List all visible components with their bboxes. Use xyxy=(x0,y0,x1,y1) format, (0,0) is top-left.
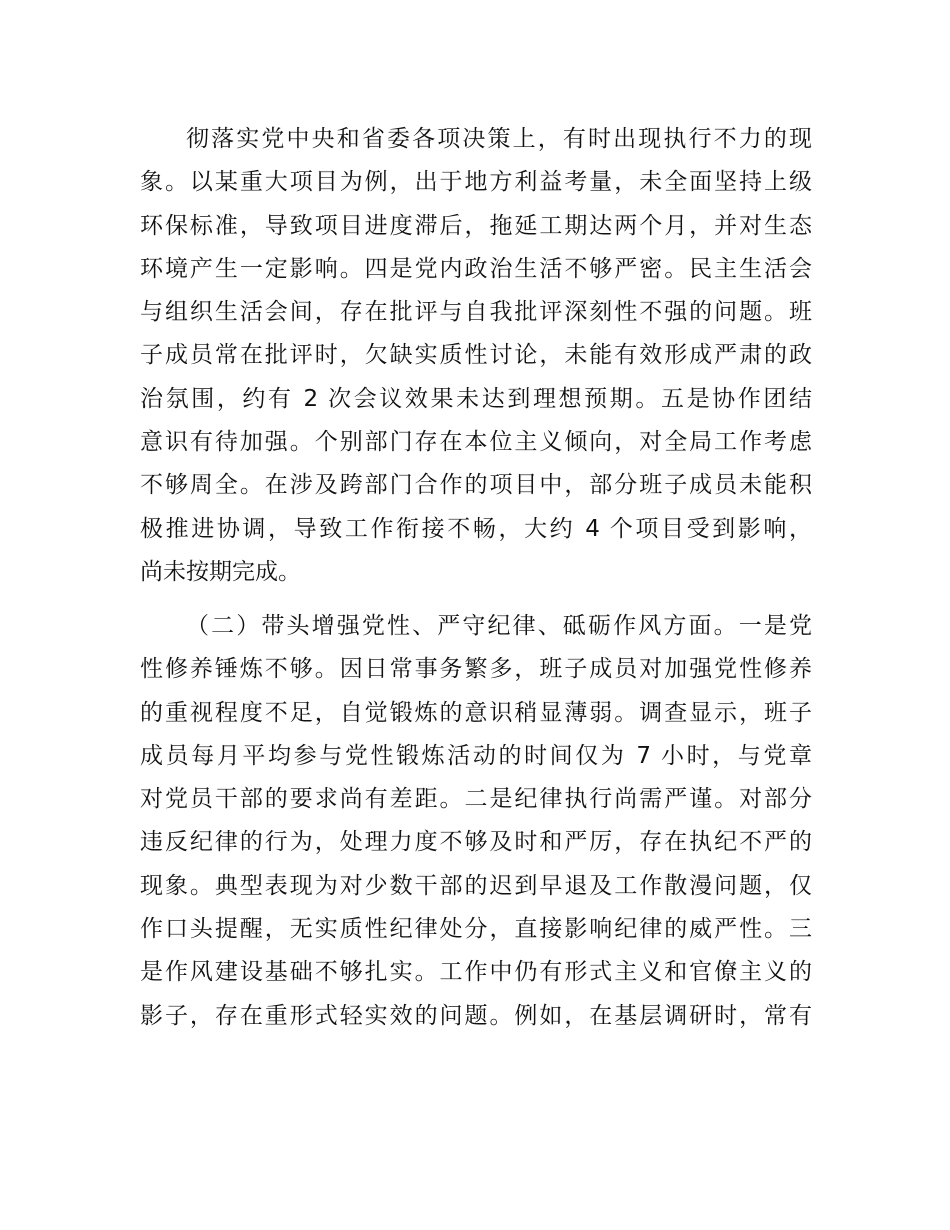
text-line: 不够周全。在涉及跨部门合作的项目中，部分班子成员未能积 xyxy=(140,472,812,499)
section-heading-line: （二）带头增强党性、严守纪律、砥砺作风方面。一是党 xyxy=(186,613,812,639)
text-line: 是作风建设基础不够扎实。工作中仍有形式主义和官僚主义的 xyxy=(140,959,812,986)
text-line: 环境产生一定影响。四是党内政治生活不够严密。民主生活会 xyxy=(140,255,812,282)
text-line: 尚未按期完成。 xyxy=(140,558,301,585)
text-line: 性修养锤炼不够。因日常事务繁多，班子成员对加强党性修养 xyxy=(140,656,812,683)
text-line: 象。以某重大项目为例，出于地方利益考量，未全面坚持上级 xyxy=(140,169,812,196)
text-line: 违反纪律的行为，处理力度不够及时和严厉，存在执纪不严的 xyxy=(140,829,812,856)
text-line: 成员每月平均参与党性锻炼活动的时间仅为 7 小时，与党章 xyxy=(140,742,812,769)
text-line: 彻落实党中央和省委各项决策上，有时出现执行不力的现 xyxy=(186,126,812,152)
text-line: 现象。典型表现为对少数干部的迟到早退及工作散漫问题，仅 xyxy=(140,872,812,899)
text-line: 对党员干部的要求尚有差距。二是纪律执行尚需严谨。对部分 xyxy=(140,786,812,813)
paragraph-1 xyxy=(140,118,812,594)
text-line: 子成员常在批评时，欠缺实质性讨论，未能有效形成严肃的政 xyxy=(140,342,812,369)
text-line: 的重视程度不足，自觉锻炼的意识稍显薄弱。调查显示，班子 xyxy=(140,699,812,726)
text-line: 极推进协调，导致工作衔接不畅，大约 4 个项目受到影响， xyxy=(140,515,812,542)
text-line: 影子，存在重形式轻实效的问题。例如，在基层调研时，常有 xyxy=(140,1002,812,1029)
text-line: 与组织生活会间，存在批评与自我批评深刻性不强的问题。班 xyxy=(140,299,812,326)
text-line: 意识有待加强。个别部门存在本位主义倾向，对全局工作考虑 xyxy=(140,429,812,456)
paragraph-2 xyxy=(140,605,812,1038)
text-line: 作口头提醒，无实质性纪律处分，直接影响纪律的威严性。三 xyxy=(140,916,812,943)
text-line: 环保标准，导致项目进度滞后，拖延工期达两个月，并对生态 xyxy=(140,212,812,239)
text-line: 治氛围，约有 2 次会议效果未达到理想预期。五是协作团结 xyxy=(140,385,812,412)
